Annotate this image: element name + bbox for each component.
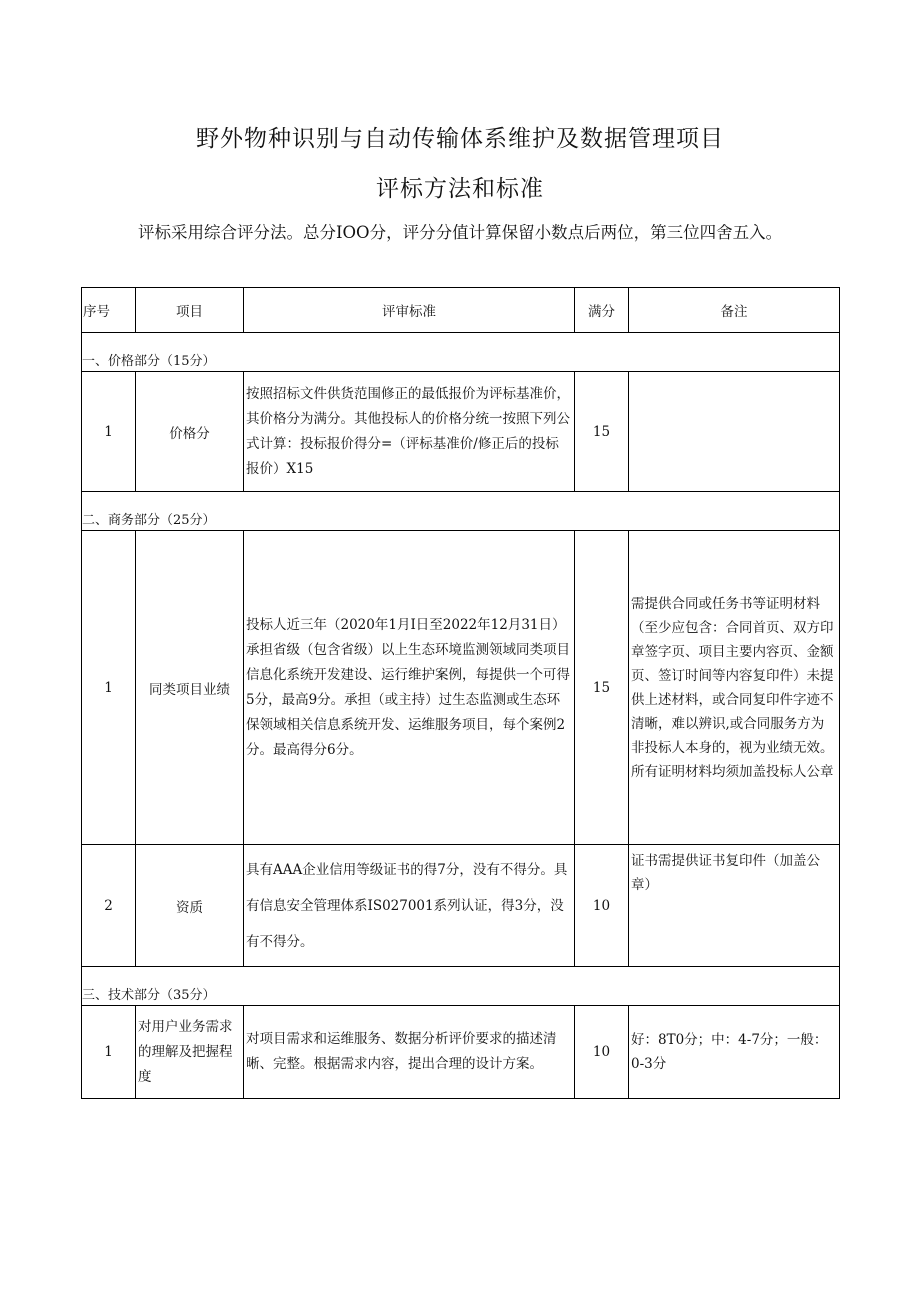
row-no: 1 <box>82 372 136 492</box>
row-criteria: 投标人近三年（2020年1月I日至2022年12月31日）承担省级（包含省级）以上生态环境监测领域同类项目信息化系统开发建设、运行维护案例，每提供一个可得5分，最高9分。承担（或主持）过生态监测或生态环保领域相关信息系统开发、运维服务项目，每个案例2分。最高得分6分。 <box>244 531 575 845</box>
table-row <box>82 372 840 492</box>
header-no: 序号 <box>82 288 136 333</box>
row-criteria: 对项目需求和运维服务、数据分析评价要求的描述清晰、完整。根据需求内容，提出合理的设计方案。 <box>244 1006 575 1099</box>
scoring-table <box>81 287 840 1099</box>
row-no: 1 <box>82 1006 136 1099</box>
row-item: 资质 <box>136 845 244 967</box>
row-item: 价格分 <box>136 372 244 492</box>
section-label: 三、技术部分 <box>82 988 161 1003</box>
row-note: 证书需提供证书复印件（加盖公章） <box>629 845 840 967</box>
section-points: （25分） <box>160 513 216 528</box>
header-criteria: 评审标准 <box>244 288 575 333</box>
row-item: 对用户业务需求的理解及把握程度 <box>136 1006 244 1099</box>
header-item: 项目 <box>136 288 244 333</box>
table-row <box>82 1006 840 1099</box>
table-header-row <box>82 288 840 333</box>
row-score: 15 <box>575 531 629 845</box>
row-criteria: 按照招标文件供货范围修正的最低报价为评标基准价，其价格分为满分。其他投标人的价格分统一按照下列公式计算：投标报价得分=（评标基准价/修正后的投标报价）X15 <box>244 372 575 492</box>
row-score: 10 <box>575 1006 629 1099</box>
header-note: 备注 <box>629 288 840 333</box>
row-note <box>629 372 840 492</box>
row-no: 2 <box>82 845 136 967</box>
row-note: 需提供合同或任务书等证明材料（至少应包含：合同首页、双方印章签字页、项目主要内容页、金额页、签订时间等内容复印件）未提供上述材料，或合同复印件字迹不清晰，难以辨识,或合同服务方为非投标人本身的，视为业绩无效。所有证明材料均须加盖投标人公章 <box>629 531 840 845</box>
row-score: 10 <box>575 845 629 967</box>
header-score: 满分 <box>575 288 629 333</box>
table-row <box>82 531 840 845</box>
section-label: 一、价格部分 <box>82 354 161 369</box>
section-points: （35分） <box>160 988 216 1003</box>
section-row-price <box>82 333 840 372</box>
row-note: 好：8T0分；中：4-7分；一般：0-3分 <box>629 1006 840 1099</box>
row-no: 1 <box>82 531 136 845</box>
section-label: 二、商务部分 <box>82 513 161 528</box>
document-subtitle: 评标方法和标准 <box>376 176 544 202</box>
row-criteria: 具有AAA企业信用等级证书的得7分，没有不得分。具有信息安全管理体系IS027001系列认证，得3分，没有不得分。 <box>244 845 575 967</box>
table-row <box>82 845 840 967</box>
section-row-technical <box>82 967 840 1006</box>
intro-paragraph: 评标采用综合评分法。总分IOO分，评分分值计算保留小数点后两位，第三位四舍五入。 <box>138 223 783 242</box>
document-title: 野外物种识别与自动传输体系维护及数据管理项目 <box>196 126 724 152</box>
row-item: 同类项目业绩 <box>136 531 244 845</box>
row-score: 15 <box>575 372 629 492</box>
section-points: （15分） <box>160 354 216 369</box>
section-row-business <box>82 492 840 531</box>
